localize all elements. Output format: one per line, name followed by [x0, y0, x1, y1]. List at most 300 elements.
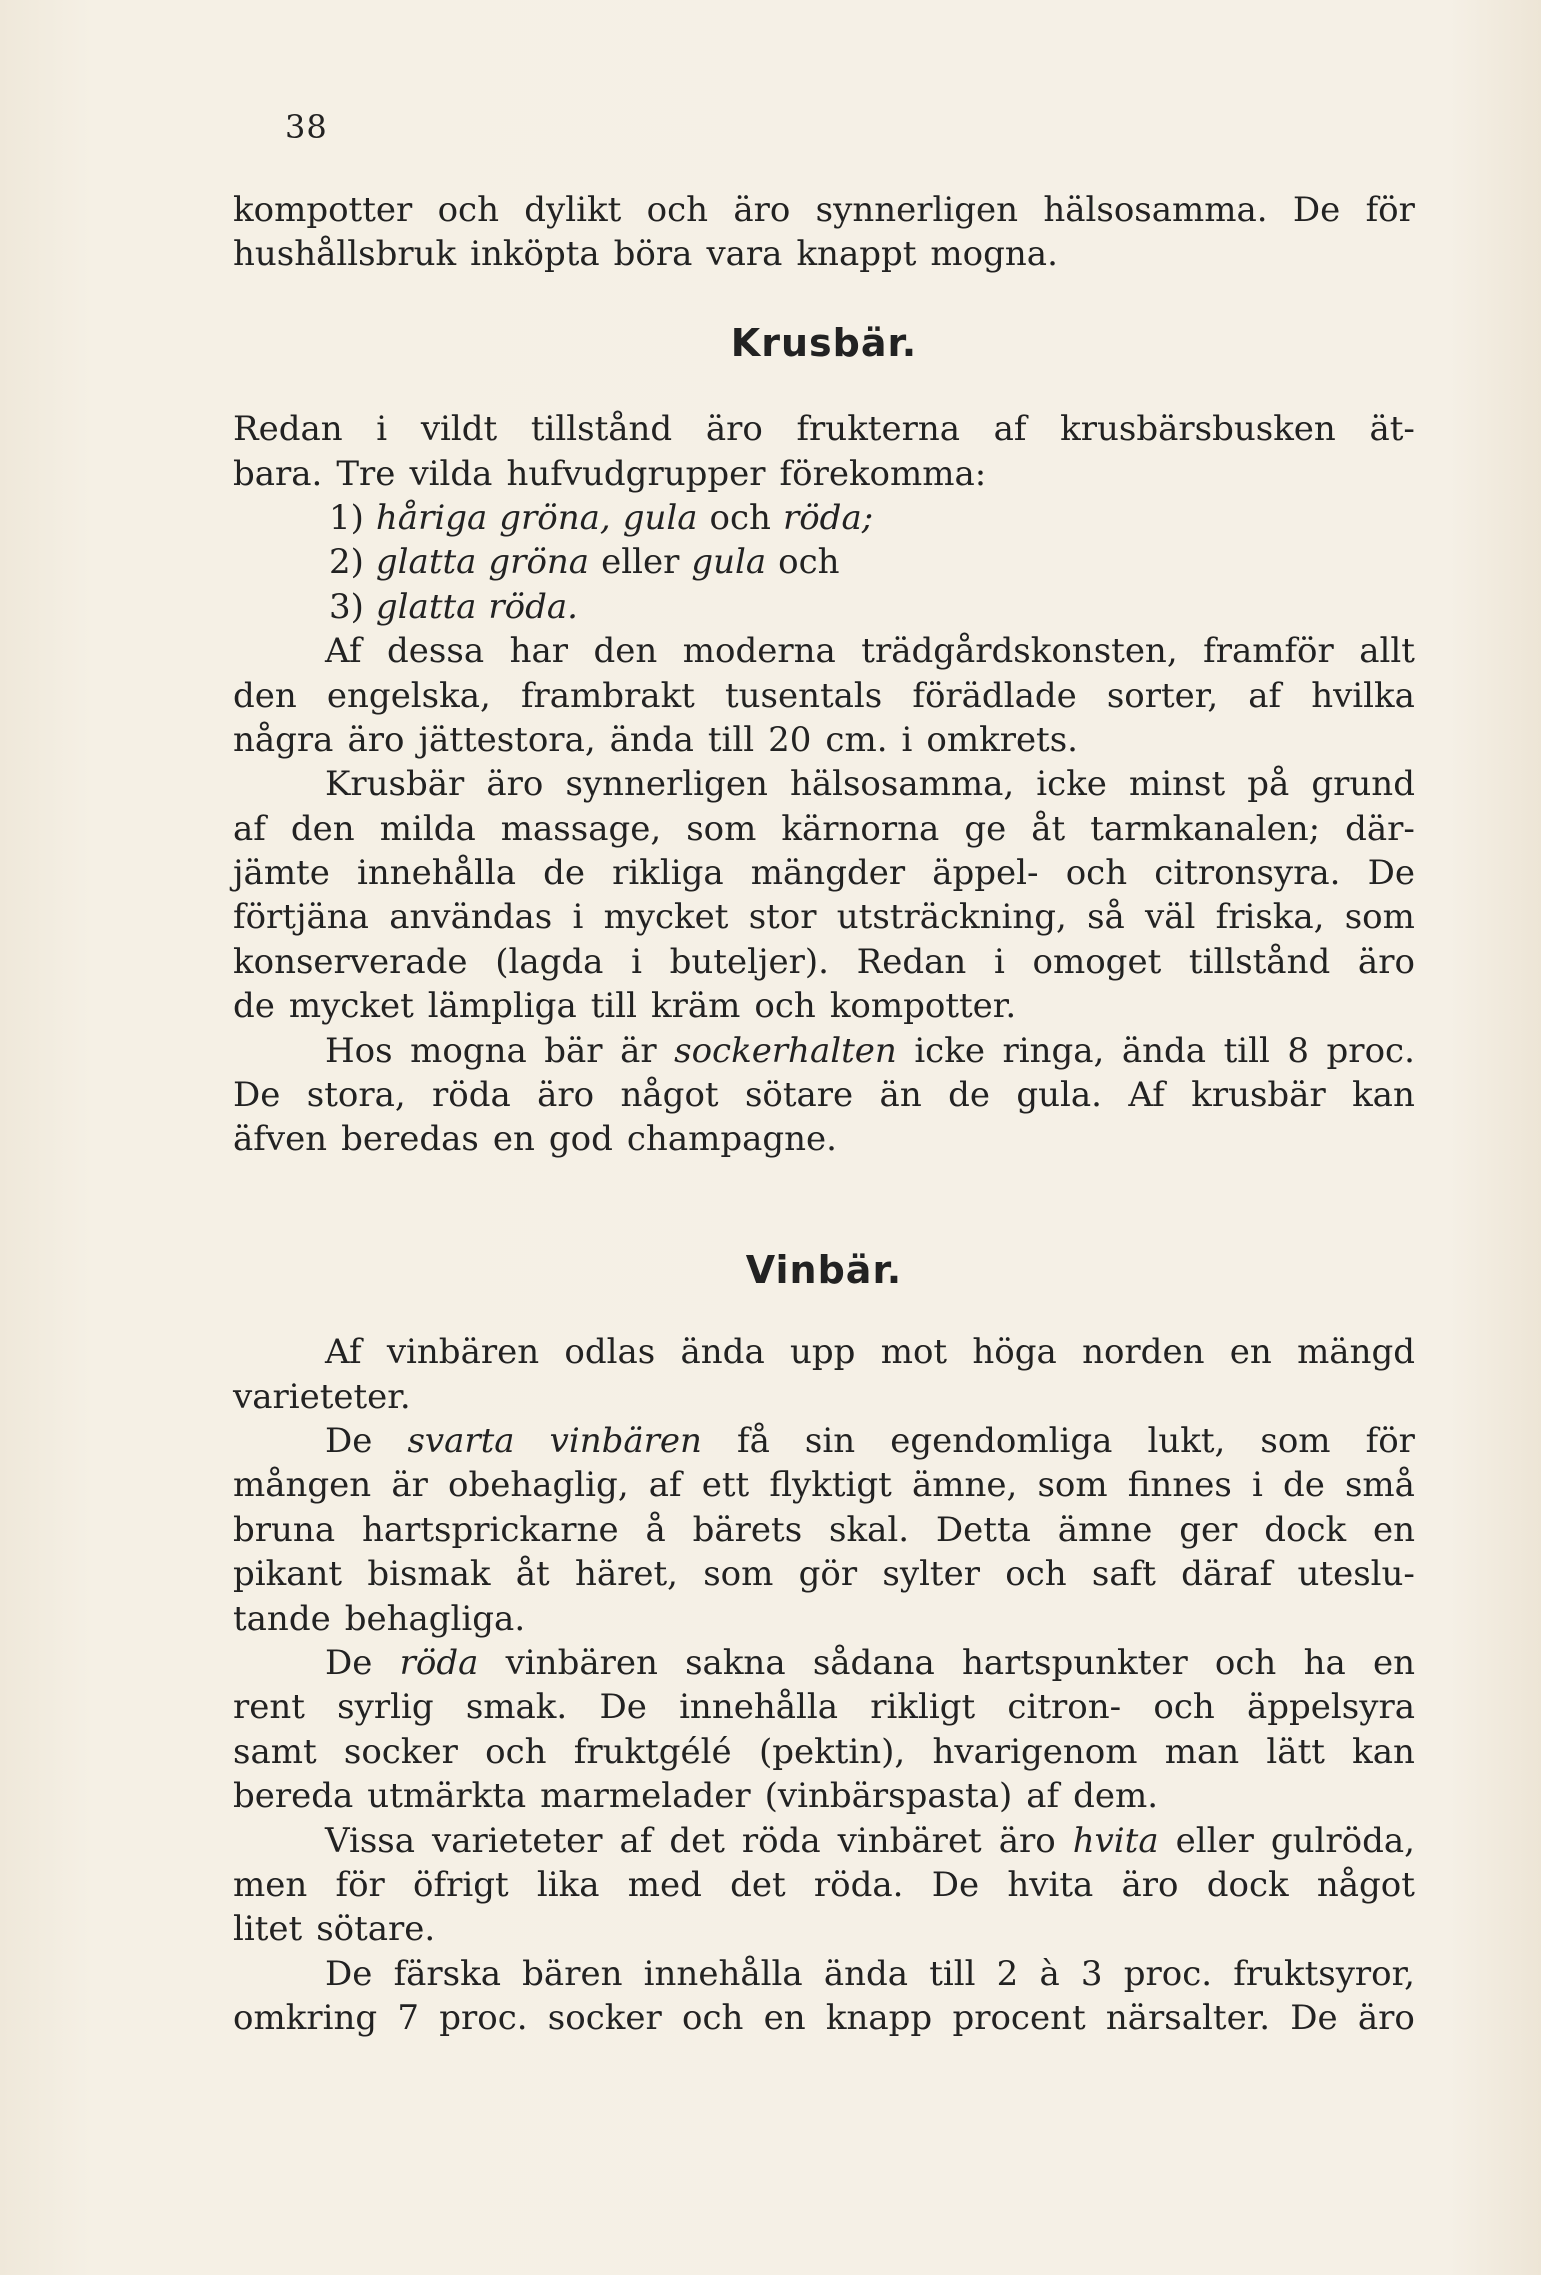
word: den	[290, 808, 355, 849]
paragraph-krusbar-4	[233, 1029, 1415, 1162]
word: de	[948, 1075, 990, 1116]
word: som	[1260, 1421, 1331, 1462]
word: synnerligen	[815, 190, 1019, 230]
word: ända	[823, 1953, 909, 1994]
word: dock	[1264, 1509, 1347, 1550]
word: kompotter.	[829, 986, 1017, 1027]
word: ända	[609, 719, 694, 760]
word: proc.	[1326, 1030, 1415, 1071]
paragraph-vinbar-2	[233, 1419, 1415, 1641]
word: glatta	[375, 586, 477, 627]
word: närsalter.	[1105, 1998, 1271, 2039]
word: proc.	[1123, 1953, 1213, 1994]
word: för	[335, 1864, 385, 1905]
word: De	[325, 1642, 373, 1683]
word: af	[233, 808, 266, 849]
word: 2	[996, 1953, 1019, 1994]
word: krusbär	[1191, 1075, 1326, 1116]
word: dessa	[387, 631, 485, 672]
list-item	[233, 585, 1415, 629]
word: trädgårdskonsten,	[861, 631, 1178, 672]
word: citronsyra.	[1154, 853, 1341, 894]
heading-vinbar: Vinbär.	[745, 1247, 903, 1292]
list-number: 2)	[329, 542, 364, 583]
word: 7	[397, 1998, 419, 2039]
word: tillstånd	[530, 409, 673, 450]
word: sockerhalten	[674, 1030, 897, 1071]
text-line	[233, 762, 1415, 806]
word: eller	[1175, 1820, 1254, 1861]
paragraph-krusbar-2	[233, 629, 1415, 762]
word: omoget	[1032, 941, 1162, 982]
word: på	[1247, 764, 1290, 805]
word: ända	[1121, 1030, 1207, 1071]
word: innehålla	[679, 1687, 839, 1728]
word: behagliga.	[344, 1598, 526, 1639]
word: omkring	[233, 1998, 378, 2039]
word: bruna	[233, 1509, 336, 1550]
word: och	[1153, 1687, 1215, 1728]
text-line	[233, 232, 1415, 276]
paragraph-vinbar-3	[233, 1641, 1415, 1819]
word: De	[599, 1687, 647, 1728]
word: äro	[1357, 941, 1415, 982]
text-line	[233, 1774, 1415, 1818]
word: äro	[733, 190, 791, 230]
text-line	[233, 1730, 1415, 1774]
word: vildt	[420, 409, 498, 450]
word: frambrakt	[520, 675, 695, 716]
word: användas	[389, 897, 553, 938]
word: Tre	[336, 453, 396, 494]
word: Hos	[325, 1030, 393, 1071]
word: äro	[1121, 1864, 1179, 1905]
word: äro	[537, 1075, 595, 1116]
word: champagne.	[626, 1119, 837, 1160]
list-number: 1)	[329, 497, 364, 538]
text-line	[233, 407, 1415, 451]
word: mogna.	[930, 234, 1058, 275]
word: men	[233, 1864, 308, 1905]
word: kompotter	[233, 190, 413, 230]
word: jämte	[233, 853, 330, 894]
word: engelska,	[326, 675, 491, 716]
word: små	[1344, 1465, 1415, 1506]
word: och	[778, 542, 840, 583]
word: den	[233, 675, 297, 716]
word: en	[1229, 1332, 1272, 1373]
word: med	[627, 1864, 702, 1905]
word: bismak	[367, 1554, 491, 1595]
word: varieteter	[431, 1820, 603, 1861]
word: gula	[691, 542, 767, 583]
word: ringa,	[1002, 1030, 1105, 1071]
word: höga	[972, 1332, 1057, 1373]
word: gör	[798, 1554, 858, 1595]
page-number: 38	[285, 108, 328, 146]
text-line	[233, 984, 1415, 1028]
word: cm.	[825, 719, 888, 760]
word: krusbärsbusken	[1060, 409, 1336, 450]
word: få	[737, 1421, 770, 1462]
word: lika	[536, 1864, 600, 1905]
word: röda	[432, 1075, 511, 1116]
word: till	[1223, 1030, 1270, 1071]
word: som	[686, 808, 757, 849]
word: citron-	[1007, 1687, 1122, 1728]
text-line	[233, 674, 1415, 718]
word: af	[1248, 675, 1282, 716]
word: ämne,	[911, 1465, 1018, 1506]
word: De	[1290, 1998, 1338, 2039]
word: gröna,	[499, 497, 611, 538]
word: däraf	[1181, 1554, 1273, 1595]
word: och	[1065, 853, 1128, 894]
word: vinbären	[549, 1421, 702, 1462]
word: i	[572, 897, 584, 938]
word: till	[929, 1953, 976, 1994]
word: äppel-	[932, 853, 1039, 894]
word: i	[993, 941, 1005, 982]
word: och	[754, 986, 816, 1027]
word: eller	[601, 542, 680, 583]
text-line	[233, 1508, 1415, 1552]
word: och	[681, 1998, 744, 2039]
word: konserverade	[233, 941, 468, 982]
word: dem.	[1073, 1776, 1159, 1817]
word: syrlig	[337, 1687, 434, 1728]
word: till	[707, 719, 755, 760]
word: varieteter.	[233, 1376, 411, 1417]
word: gulröda,	[1270, 1820, 1415, 1861]
word: svarta	[407, 1421, 515, 1462]
word: buteljer).	[669, 941, 829, 982]
word: vilda	[409, 453, 493, 494]
word: bereda	[233, 1776, 354, 1817]
word: à	[1039, 1953, 1060, 1994]
word: saft	[1091, 1554, 1156, 1595]
text-line	[233, 1552, 1415, 1596]
word: De	[1292, 190, 1341, 230]
word: de	[233, 986, 275, 1027]
word: hushållsbruk	[233, 234, 457, 275]
text-line	[233, 1641, 1415, 1685]
word: häret,	[574, 1554, 678, 1595]
text-line	[233, 940, 1415, 984]
word: beredas	[341, 1119, 479, 1160]
word: som	[1344, 897, 1415, 938]
word: röda.	[488, 586, 578, 627]
text-line	[233, 807, 1415, 851]
word: kärnorna	[781, 808, 940, 849]
word: Af	[325, 631, 362, 672]
text-line	[233, 1463, 1415, 1507]
word: hvita	[1072, 1820, 1159, 1861]
paragraph-intro	[233, 188, 1415, 277]
text-line	[233, 851, 1415, 895]
text-line	[233, 1996, 1415, 2040]
word: synnerligen	[565, 764, 768, 805]
word: knapp	[825, 1998, 933, 2039]
text-line	[233, 718, 1415, 762]
word: en	[492, 1119, 535, 1160]
word: god	[548, 1119, 613, 1160]
word: ger	[1179, 1509, 1238, 1550]
word: håriga	[375, 497, 488, 538]
word: Af	[325, 1332, 362, 1373]
word: flyktigt	[769, 1465, 892, 1506]
word: mycket	[603, 897, 729, 938]
word: grund	[1311, 764, 1415, 805]
word: finnes	[1127, 1465, 1232, 1506]
word: glatta	[375, 542, 477, 583]
word: De	[1367, 853, 1415, 894]
word: De	[325, 1953, 373, 1994]
word: upp	[790, 1332, 856, 1373]
word: af	[648, 1465, 682, 1506]
word: mången	[233, 1465, 372, 1506]
word: kan	[1352, 1075, 1415, 1116]
word: af	[993, 409, 1027, 450]
word: gula.	[1016, 1075, 1102, 1116]
word: röda	[399, 1642, 479, 1683]
word: proc.	[439, 1998, 528, 2039]
heading-krusbar: Krusbär.	[730, 320, 918, 365]
word: och	[437, 190, 499, 230]
text-line	[233, 1330, 1415, 1374]
word: vinbären	[386, 1332, 540, 1373]
word: kan	[1352, 1731, 1415, 1772]
word: stora,	[306, 1075, 406, 1116]
word: (lagda	[495, 941, 604, 982]
word: äro	[1357, 1998, 1415, 2039]
word: hvarigenom	[932, 1731, 1138, 1772]
word: de	[543, 853, 585, 894]
word: en	[763, 1998, 806, 2039]
word: De	[931, 1864, 980, 1905]
word: dock	[1206, 1864, 1289, 1905]
word: hvilka	[1311, 675, 1415, 716]
word: tusentals	[724, 675, 883, 716]
word: än	[879, 1075, 922, 1116]
word: något	[620, 1075, 719, 1116]
word: rikliga	[612, 853, 724, 894]
text-line	[233, 452, 1415, 496]
word: samt	[233, 1731, 317, 1772]
word: äfven	[233, 1119, 328, 1160]
word: Af	[1128, 1075, 1165, 1116]
word: sådana	[812, 1642, 935, 1683]
word: inköpta	[470, 234, 600, 275]
word: är	[620, 1030, 657, 1071]
word: vinbäret	[837, 1820, 982, 1861]
word: i	[901, 719, 913, 760]
word: förtjäna	[233, 897, 369, 938]
list-item	[233, 540, 1415, 584]
word: odlas	[564, 1332, 656, 1373]
word: af	[1026, 1776, 1060, 1817]
word: gula	[622, 497, 698, 538]
word: en	[1372, 1509, 1415, 1550]
text-line	[233, 1117, 1415, 1161]
word: ge	[964, 808, 1007, 849]
word: procent	[952, 1998, 1086, 2039]
text-block	[233, 188, 1415, 2040]
text-line	[233, 1907, 1415, 1951]
text-line	[233, 1029, 1415, 1073]
paragraph-krusbar-3	[233, 762, 1415, 1028]
word: till	[590, 986, 638, 1027]
word: där-	[1345, 808, 1415, 849]
word: Vissa	[325, 1820, 415, 1861]
word: för	[1365, 1421, 1415, 1462]
word: och	[485, 1731, 547, 1772]
text-line	[233, 188, 1415, 232]
word: och	[646, 190, 709, 230]
word: litet	[233, 1909, 303, 1950]
word: bär	[544, 1030, 603, 1071]
word: sylter	[882, 1554, 980, 1595]
word: äro	[347, 719, 405, 760]
word: (vinbärspasta)	[764, 1776, 1013, 1817]
word: De	[325, 1421, 373, 1462]
word: böra	[613, 234, 693, 275]
word: mängder	[750, 853, 906, 894]
word: jättestora,	[418, 719, 596, 760]
word: ämne	[1057, 1509, 1153, 1550]
word: fruktsyror,	[1233, 1953, 1415, 1994]
word: obehaglig,	[448, 1465, 629, 1506]
word: pikant	[233, 1554, 343, 1595]
word: omkrets.	[926, 719, 1078, 760]
text-line	[233, 1375, 1415, 1419]
word: kräm	[651, 986, 741, 1027]
word: väl	[1145, 897, 1196, 938]
word: är	[391, 1465, 428, 1506]
word: vara	[706, 234, 783, 275]
word: hartsprickarne	[361, 1509, 619, 1550]
word: utmärkta	[367, 1776, 527, 1817]
text-line	[233, 1073, 1415, 1117]
word: bärets	[692, 1509, 803, 1550]
word: bara.	[233, 453, 323, 494]
word: färska	[393, 1953, 501, 1994]
word: innehålla	[356, 853, 516, 894]
word: icke	[1036, 764, 1107, 805]
word: mängd	[1297, 1332, 1415, 1373]
word: några	[233, 719, 334, 760]
word: milda	[379, 808, 476, 849]
word: gröna	[488, 542, 590, 583]
word: ät-	[1369, 409, 1415, 450]
word: åt	[515, 1554, 550, 1595]
word: mot	[880, 1332, 948, 1373]
word: mogna	[410, 1030, 527, 1071]
word: rikligt	[870, 1687, 976, 1728]
word: som	[703, 1554, 774, 1595]
word: innehålla	[643, 1953, 803, 1994]
word: skal.	[829, 1509, 910, 1550]
word: minst	[1129, 764, 1226, 805]
word: moderna	[682, 631, 836, 672]
word: framför	[1203, 631, 1334, 672]
word: hufvudgrupper	[506, 453, 766, 494]
word: frukterna	[796, 409, 961, 450]
text-line	[233, 1597, 1415, 1641]
text-line	[233, 1419, 1415, 1463]
word: utsträckning,	[836, 897, 1067, 938]
word: sötare.	[316, 1909, 436, 1950]
text-line	[233, 629, 1415, 673]
word: 3	[1080, 1953, 1103, 1994]
word: en	[1372, 1642, 1415, 1683]
word: lukt,	[1147, 1421, 1226, 1462]
text-line	[233, 1819, 1415, 1863]
word: i	[1251, 1465, 1263, 1506]
word: Detta	[935, 1509, 1031, 1550]
word: har	[509, 631, 568, 672]
word: friska,	[1215, 897, 1325, 938]
paragraph-vinbar-4	[233, 1819, 1415, 1952]
word: tande	[233, 1598, 331, 1639]
word: åt	[1031, 808, 1066, 849]
word: som	[1037, 1465, 1108, 1506]
word: icke	[914, 1030, 985, 1071]
text-line	[233, 1952, 1415, 1996]
word: ända	[680, 1332, 765, 1373]
word: sötare	[744, 1075, 854, 1116]
word: äppelsyra	[1247, 1687, 1415, 1728]
word: å	[645, 1509, 666, 1550]
word: det	[730, 1864, 786, 1905]
word: marmelader	[540, 1776, 751, 1817]
word: och	[709, 497, 771, 538]
word: knappt	[796, 234, 917, 275]
word: ha	[1303, 1642, 1346, 1683]
word: socker	[547, 1998, 662, 2039]
word: stor	[748, 897, 817, 938]
paragraph-krusbar-1	[233, 407, 1415, 496]
word: lämpliga	[427, 986, 577, 1027]
word: tillstånd	[1188, 941, 1331, 982]
word: och	[1214, 1642, 1277, 1683]
word: socker	[343, 1731, 458, 1772]
text-line	[233, 1685, 1415, 1729]
word: hälsosamma.	[1043, 190, 1268, 230]
word: mycket	[288, 986, 414, 1027]
word: sorter,	[1106, 675, 1219, 716]
word: fruktgélé	[573, 1731, 732, 1772]
word: i	[376, 409, 388, 450]
word: röda;	[782, 497, 874, 538]
text-line	[233, 895, 1415, 939]
word: något	[1316, 1864, 1415, 1905]
word: Redan	[856, 941, 967, 982]
word: lätt	[1266, 1731, 1325, 1772]
word: hvita	[1007, 1864, 1094, 1905]
word: äro	[705, 409, 763, 450]
word: sakna	[685, 1642, 786, 1683]
word: röda	[741, 1820, 821, 1861]
word: röda.	[813, 1864, 904, 1905]
paragraph-vinbar-1	[233, 1330, 1415, 1419]
word: Krusbär	[325, 764, 465, 805]
word: (pektin),	[758, 1731, 906, 1772]
word: öfrigt	[413, 1864, 509, 1905]
word: vinbären	[505, 1642, 658, 1683]
word: de	[1282, 1465, 1325, 1506]
word: egendomliga	[890, 1421, 1113, 1462]
